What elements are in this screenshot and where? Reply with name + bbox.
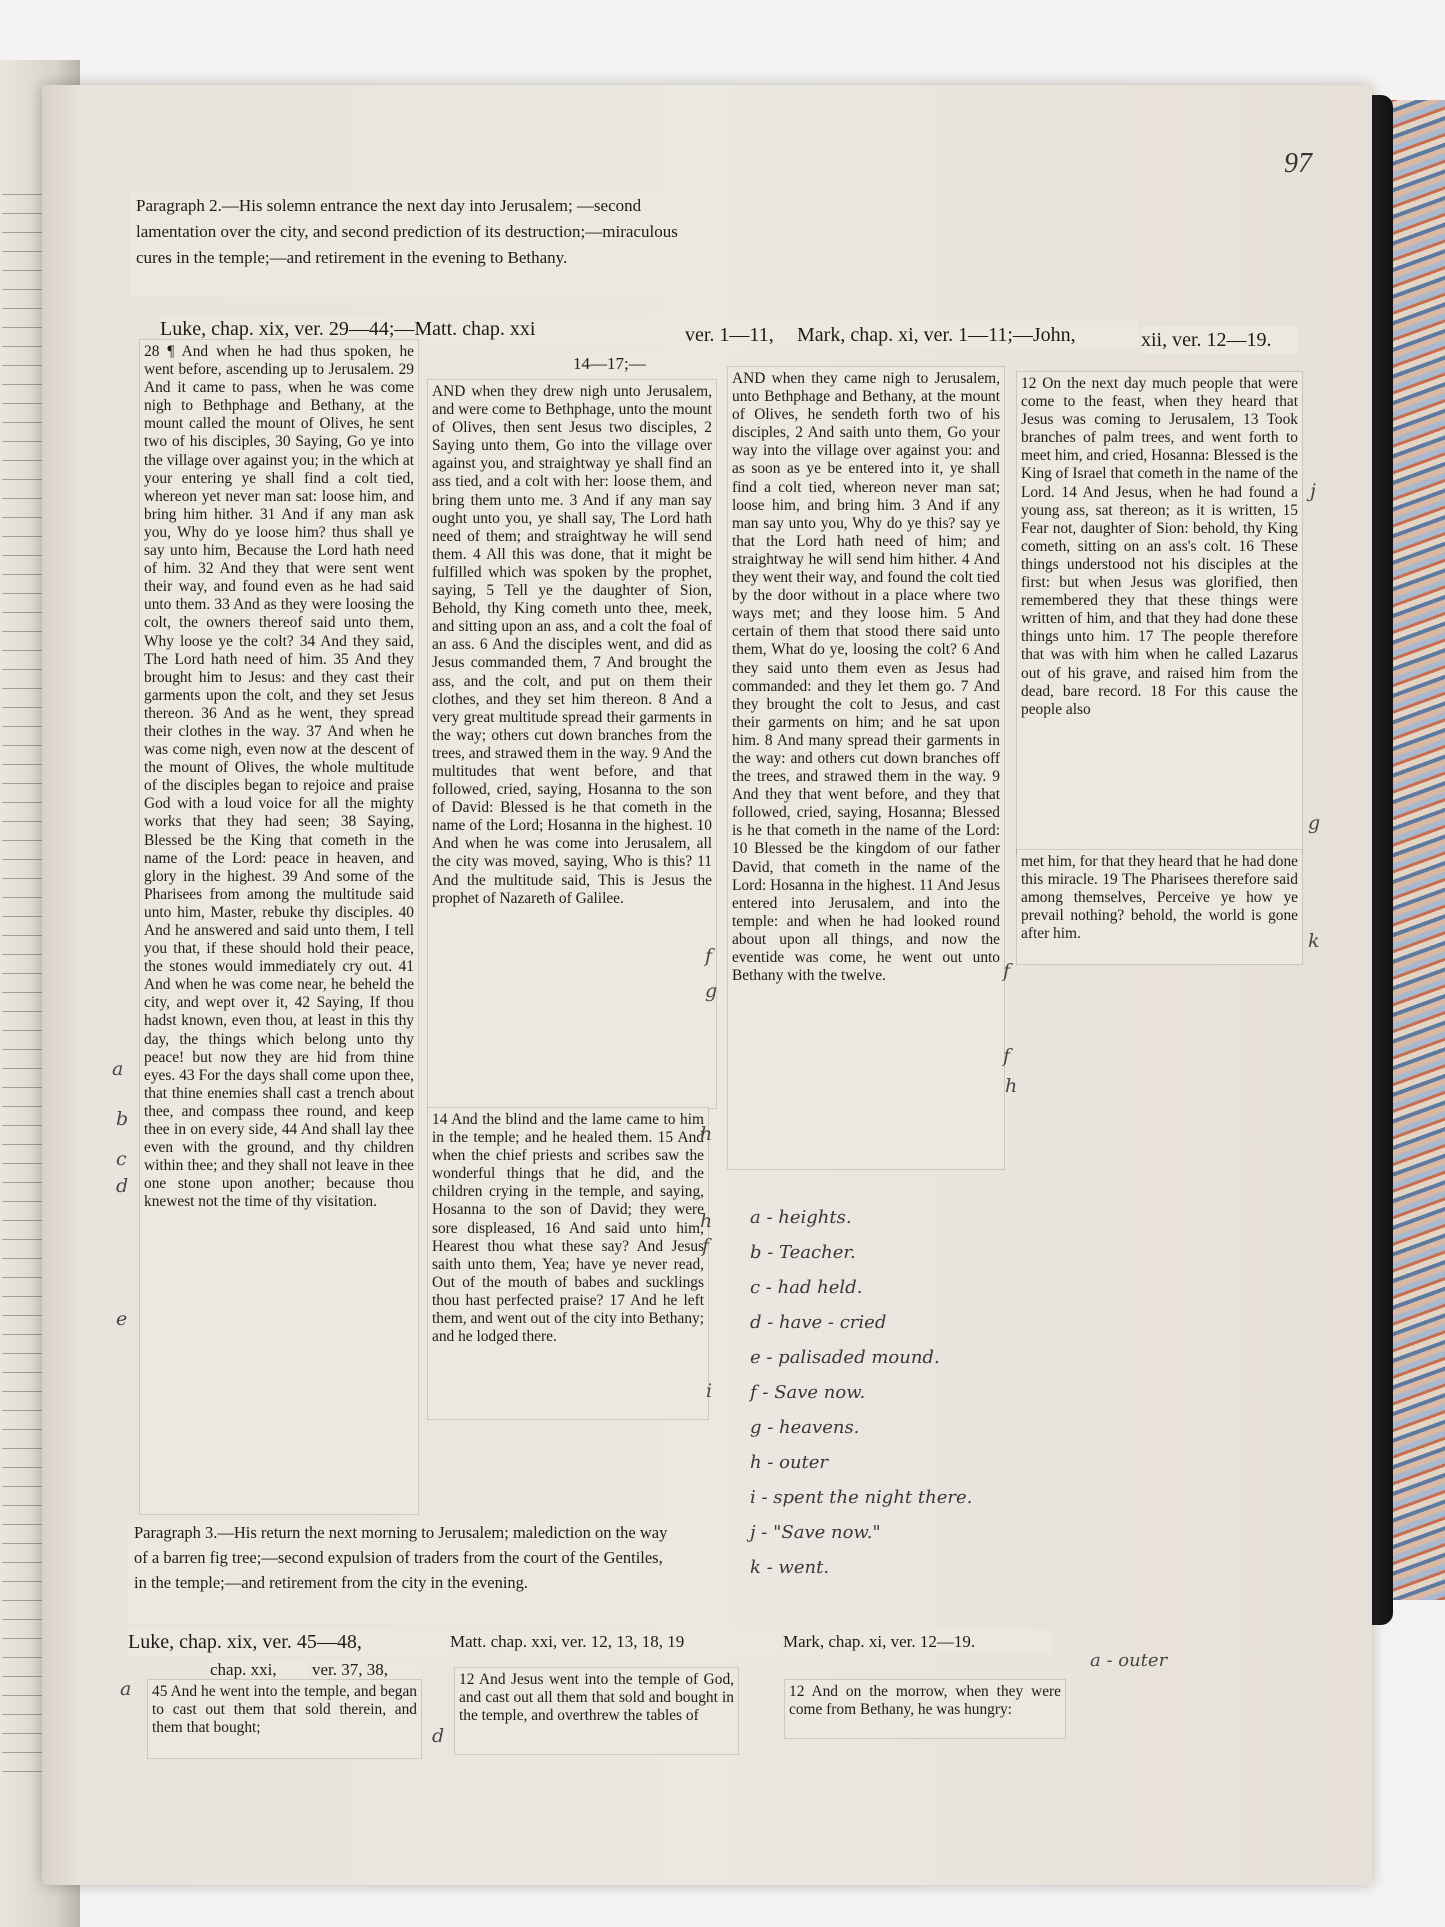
note-a: a - heights. <box>750 1207 852 1228</box>
note-k: k - went. <box>750 1557 830 1578</box>
column-john-2: met him, for that they heard that he had done this miracle. 19 The Pharisees therefore said among themselves, Perceive ye how ye prevail nothing? behold, the world is gone after him. <box>1017 850 1302 964</box>
outer-note: a - outer <box>1090 1650 1168 1671</box>
margin-g1: g <box>705 980 718 1002</box>
note-h: h - outer <box>750 1452 829 1473</box>
ref-john: xii, ver. 12—19. <box>1141 326 1299 354</box>
note-f: f - Save now. <box>750 1382 866 1403</box>
margin-f3: f <box>1003 960 1011 982</box>
handwritten-notes <box>750 1200 1080 1585</box>
note-j: j - "Save now." <box>750 1522 881 1543</box>
ref3-mark: Mark, chap. xi, ver. 12—19. <box>783 1630 1053 1654</box>
note-i: i - spent the night there. <box>750 1487 973 1508</box>
margin-h3: h <box>1005 1075 1018 1097</box>
p3-column-luke: 45 And he went into the temple, and began to cast out them that sold therein, and them that bought; <box>148 1680 421 1758</box>
ref-matt-continued: 14—17;— <box>573 352 673 376</box>
page-number: 97 <box>1284 148 1312 179</box>
margin-k: k <box>1308 930 1320 952</box>
note-c: c - had held. <box>750 1277 863 1298</box>
p3-column-mark: 12 And on the morrow, when they were come from Bethany, he was hungry: <box>785 1680 1065 1738</box>
column-john: 12 On the next day much people that were come to the feast, when they heard that Jesus was coming to Jerusalem, 13 Took branches of palm trees, and went forth to meet him, and cried, Hosanna: Blessed is the King of Israel that cometh in the name of the Lord. 14 And Jesus, when he had found a young ass, sat thereon; as it is written, 15 Fear not, daughter of Sion: behold, thy King cometh, sitting on an ass's colt. 16 These things understood not his disciples at the first: but when Jesus was glorified, then remembered they that these things were written of him, and that they had done these things unto him. 17 The people therefore that was with him when he called Lazarus out of his grave, and raised him from the dead, bare record. 18 For this cause the people also <box>1017 372 1302 854</box>
column-luke: 28 ¶ And when he had thus spoken, he went before, ascending up to Jerusalem. 29 And it came to pass, when he was come nigh to Bethphage and Bethany, at the mount called the mount of Olives, he sent two of his disciples, 30 Saying, Go ye into the village over against you; in the which at your entering ye shall find a colt tied, whereon yet never man sat: loose him, and bring him hither. 31 And if any man ask you, Why do ye loose him? thus shall ye say unto him, Because the Lord hath need of him. 32 And they that were sent went their way, and found even as he had said unto them. 33 And as they were loosing the colt, the owners thereof said unto them, Why loose ye the colt? 34 And they said, The Lord hath need of him. 35 And they brought him to Jesus: and they cast their garments upon the colt, and they set Jesus thereon. 36 And as he went, they spread their clothes in the way. 37 And when he was come nigh, even now at the descent of the mount of Olives, the whole multitude of the disciples began to rejoice and praise God with a loud voice for all the mighty works that they had seen; 38 Saying, Blessed be the King that cometh in the name of the Lord: peace in heaven, and glory in the highest. 39 And some of the Pharisees from among the multitude said unto him, Master, rebuke thy disciples. 40 And he answered and said unto them, I tell you that, if these should hold their peace, the stones would immediately cry out. 41 And when he was come near, he beheld the city, and wept over it, 42 Saying, If thou hadst known, even thou, at least in this thy day, the things which belong unto thy peace! but now they are hid from thine eyes. 43 For the days shall come upon thee, that thine enemies shall cast a trench about thee, and compass thee round, and keep thee in on every side, 44 And shall lay thee even with the ground, and thy children within thee; and they shall not leave in thee one stone upon another; because thou knewest not the time of thy visitation. <box>140 340 418 1514</box>
note-e: e - palisaded mound. <box>750 1347 940 1368</box>
margin-h1: h <box>700 1123 713 1145</box>
column-mark: AND when they came nigh to Jerusalem, unto Bethphage and Bethany, at the mount of Olives, he sendeth forth two of his disciples, 2 And saith unto them, Go your way into the village over against you: and as soon as ye be entered into it, ye shall find a colt tied, whereon never man sat; loose him, and bring him. 3 And if any man say unto you, Why do ye this? say ye that the Lord hath need of him; and straightway he will send him hither. 4 And they went their way, and found the colt tied by the door without in a place where two ways met; and they loose him. 5 And certain of them that stood there said unto them, What do ye, loosing the colt? 6 And they said unto them even as Jesus had commanded: and they let them go. 7 And they brought the colt to Jesus, and cast their garments on him; and he sat upon him. 8 And many spread their garments in the way: and others cut down branches off the trees, and strawed them in the way. 9 And they that went before, and they that followed, cried, saying, Hosanna; Blessed is he that cometh in the name of the Lord: 10 Blessed be the kingdom of our father David, that cometh in the name of the Lord: Hosanna in the highest. 11 And Jesus entered into Jerusalem, and into the temple: and when he had looked round about upon all things, and now the eventide was come, he went out unto Bethany with the twelve. <box>728 367 1004 1169</box>
ref3-chap: chap. xxi, <box>210 1658 310 1682</box>
column-matthew: AND when they drew nigh unto Jerusalem, and were come to Bethphage, unto the mount of Olives, then sent Jesus two disciples, 2 Saying unto them, Go into the village over against you, and straightway ye shall find an ass tied, and a colt with her: loose them, and bring them unto me. 3 And if any man say ought unto you, ye shall say, The Lord hath need of them; and straightway he will send them. 4 All this was done, that it might be fulfilled which was spoken by the prophet, saying, 5 Tell ye the daughter of Sion, Behold, thy King cometh unto thee, meek, and sitting upon an ass, and a colt the foal of an ass. 6 And the disciples went, and did as Jesus commanded them, 7 And brought the ass, and the colt, and put on them their clothes, and they set him thereon. 8 And a very great multitude spread their garments in the way; others cut down branches from the trees, and strawed them in the way. 9 And the multitudes that went before, and that followed, cried, saying, Hosanna to the son of David: Blessed is he that cometh in the name of the Lord; Hosanna in the highest. 10 And when he was come into Jerusalem, all the city was moved, saying, Who is this? 11 And the multitude said, This is Jesus the prophet of Nazareth of Galilee. <box>428 380 716 1108</box>
margin-b: b <box>116 1108 129 1130</box>
ref-matt-verses: ver. 1—11, <box>685 321 795 349</box>
margin-c: c <box>116 1148 127 1170</box>
margin-i: i <box>706 1380 713 1402</box>
column-matthew-2: 14 And the blind and the lame came to him in the temple; and he healed them. 15 And when the chief priests and scribes saw the wonderful things that he did, and the children crying in the temple, and saying, Hosanna to the son of David; they were sore displeased, 16 And said unto him, Hearest thou what these say? And Jesus saith unto them, Yea; have ye never read, Out of the mouth of babes and sucklings thou hast perfected praise? 17 And he left them, and went out of the city into Bethany; and he lodged there. <box>428 1108 708 1419</box>
margin-f4: f <box>1003 1045 1011 1067</box>
ref-luke-matt: Luke, chap. xix, ver. 29—44;—Matt. chap. xxi <box>160 315 685 343</box>
ref-mark: Mark, chap. xi, ver. 1—11;—John, <box>797 321 1139 349</box>
paragraph-3-heading: Paragraph 3.—His return the next morning to Jerusalem; malediction on the way of a barren fig tree;—second expulsion of traders from the court of the Gentiles, in the temple;—and retirement from the city in the evening. <box>128 1520 685 1624</box>
note-d: d - have - cried <box>750 1312 887 1333</box>
margin-d: d <box>116 1175 129 1197</box>
margin-a: a <box>112 1058 124 1080</box>
margin-d2: d <box>432 1725 445 1747</box>
margin-h2: h <box>700 1210 713 1232</box>
margin-j: j <box>1310 480 1316 502</box>
margin-a2: a <box>120 1678 132 1700</box>
margin-e: e <box>116 1308 128 1330</box>
margin-f1: f <box>705 945 713 967</box>
p3-column-matthew: 12 And Jesus went into the temple of God, and cast out all them that sold and bought in the temple, and overthrew the tables of <box>455 1668 738 1754</box>
margin-f2: f <box>702 1235 710 1257</box>
note-g: g - heavens. <box>750 1417 860 1438</box>
ref3-matt: Matt. chap. xxi, ver. 12, 13, 18, 19 <box>450 1630 780 1654</box>
margin-g2: g <box>1308 812 1321 834</box>
note-b: b - Teacher. <box>750 1242 856 1263</box>
paragraph-2-heading: Paragraph 2.—His solemn entrance the next day into Jerusalem; —second lamentation over the city, and second prediction of its destruction;—miraculous cures in the temple;—and retirement in the evening to Bethany. <box>130 193 692 297</box>
ref3-ver: ver. 37, 38, <box>312 1658 422 1682</box>
ref3-luke: Luke, chap. xix, ver. 45—48, <box>128 1628 448 1656</box>
